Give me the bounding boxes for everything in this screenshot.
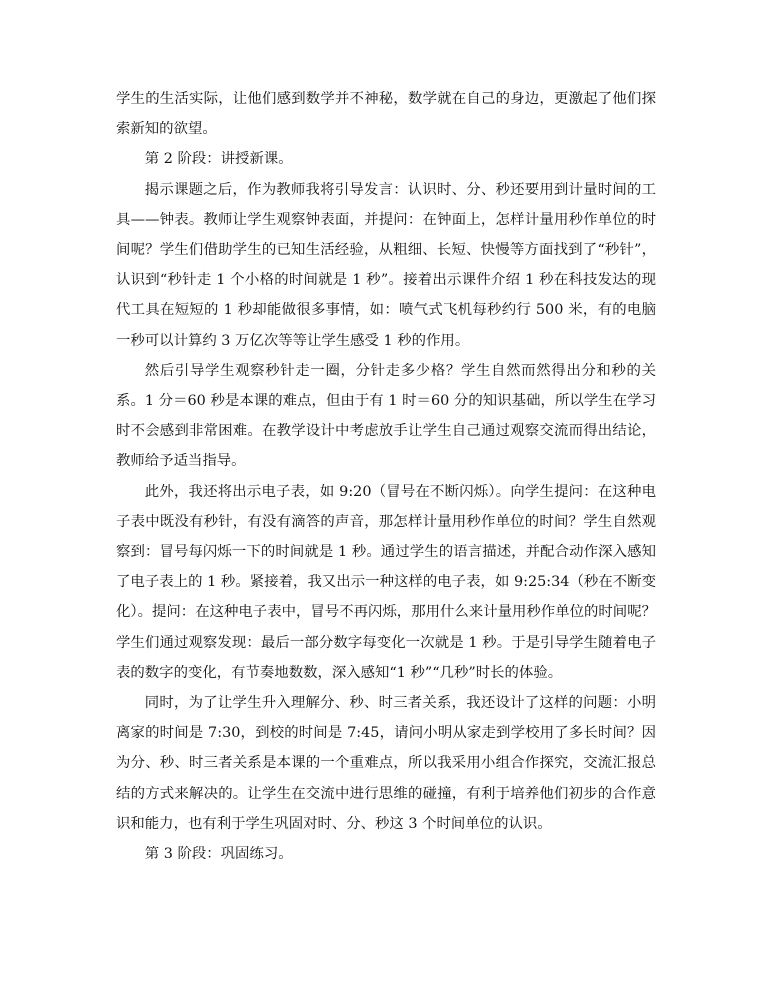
stage-2-heading: 第 2 阶段：讲授新课。 [144, 151, 293, 168]
paragraph-second-hand: 揭示课题之后，作为教师我将引导发言：认识时、分、秒还要用到计量时间的工具——钟表。教师让学生观察钟表面，并提问：在钟面上，怎样计量用秒作单位的时间呢？学生们借助学生的已知生活经验，从粗细、长短、快慢等方面找到了“秒针”，认识到“秒针走 1 个小格的时间就是 1 秒”。接着出示课件介绍 1 秒在科技发达的现代工具在短短的 1 秒却能做很多事情，如：喷气式飞机每秒约行 500 米，有的电脑一秒可以计算约 3 万亿次等等让学生感受 1 秒的作用。 [116, 181, 656, 349]
paragraph-electronic-clock: 此外，我还将出示电子表，如 9:20（冒号在不断闪烁）。向学生提问：在这种电子表中既没有秒针，有没有滴答的声音，那怎样计量用秒作单位的时间？学生自然观察到：冒号每闪烁一下的时间就是 1 秒。通过学生的语言描述，并配合动作深入感知了电子表上的 1 秒。紧接着，我又出示一种这样的电子表，如 9:25:34（秒在不断变化）。提问：在这种电子表中，冒号不再闪烁，那用什么来计量用秒作单位的时间呢？学生们通过观察发现：最后一部分数字每变化一次就是 1 秒。于是引导学生随着电子表的数字的变化，有节奏地数数，深入感知“1 秒”“几秒”时长的体验。 [116, 483, 656, 681]
document-page [116, 84, 656, 869]
stage-3-heading: 第 3 阶段：巩固练习。 [144, 846, 293, 863]
paragraph-group-exploration: 同时，为了让学生升入理解分、秒、时三者关系，我还设计了这样的问题：小明离家的时间是 7:30，到校的时间是 7:45，请问小明从家走到学校用了多长时间？因为分、秒、时三者关系是本课的一个重难点，所以我采用小组合作探究，交流汇报总结的方式来解决的。让学生在交流中进行思维的碰撞，有利于培养他们初步的合作意识和能力，也有利于学生巩固对时、分、秒这 3 个时间单位的认识。 [116, 695, 656, 832]
paragraph-continuation: 学生的生活实际，让他们感到数学并不神秘，数学就在自己的身边，更激起了他们探索新知的欲望。 [116, 91, 656, 138]
paragraph-minute-second-relation: 然后引导学生观察秒针走一圈，分针走多少格？学生自然而然得出分和秒的关系。1 分＝60 秒是本课的难点，但由于有 1 时＝60 分的知识基础，所以学生在学习时不会感到非常困难。在教学设计中考虑放手让学生自己通过观察交流而得出结论，教师给予适当指导。 [116, 362, 656, 470]
